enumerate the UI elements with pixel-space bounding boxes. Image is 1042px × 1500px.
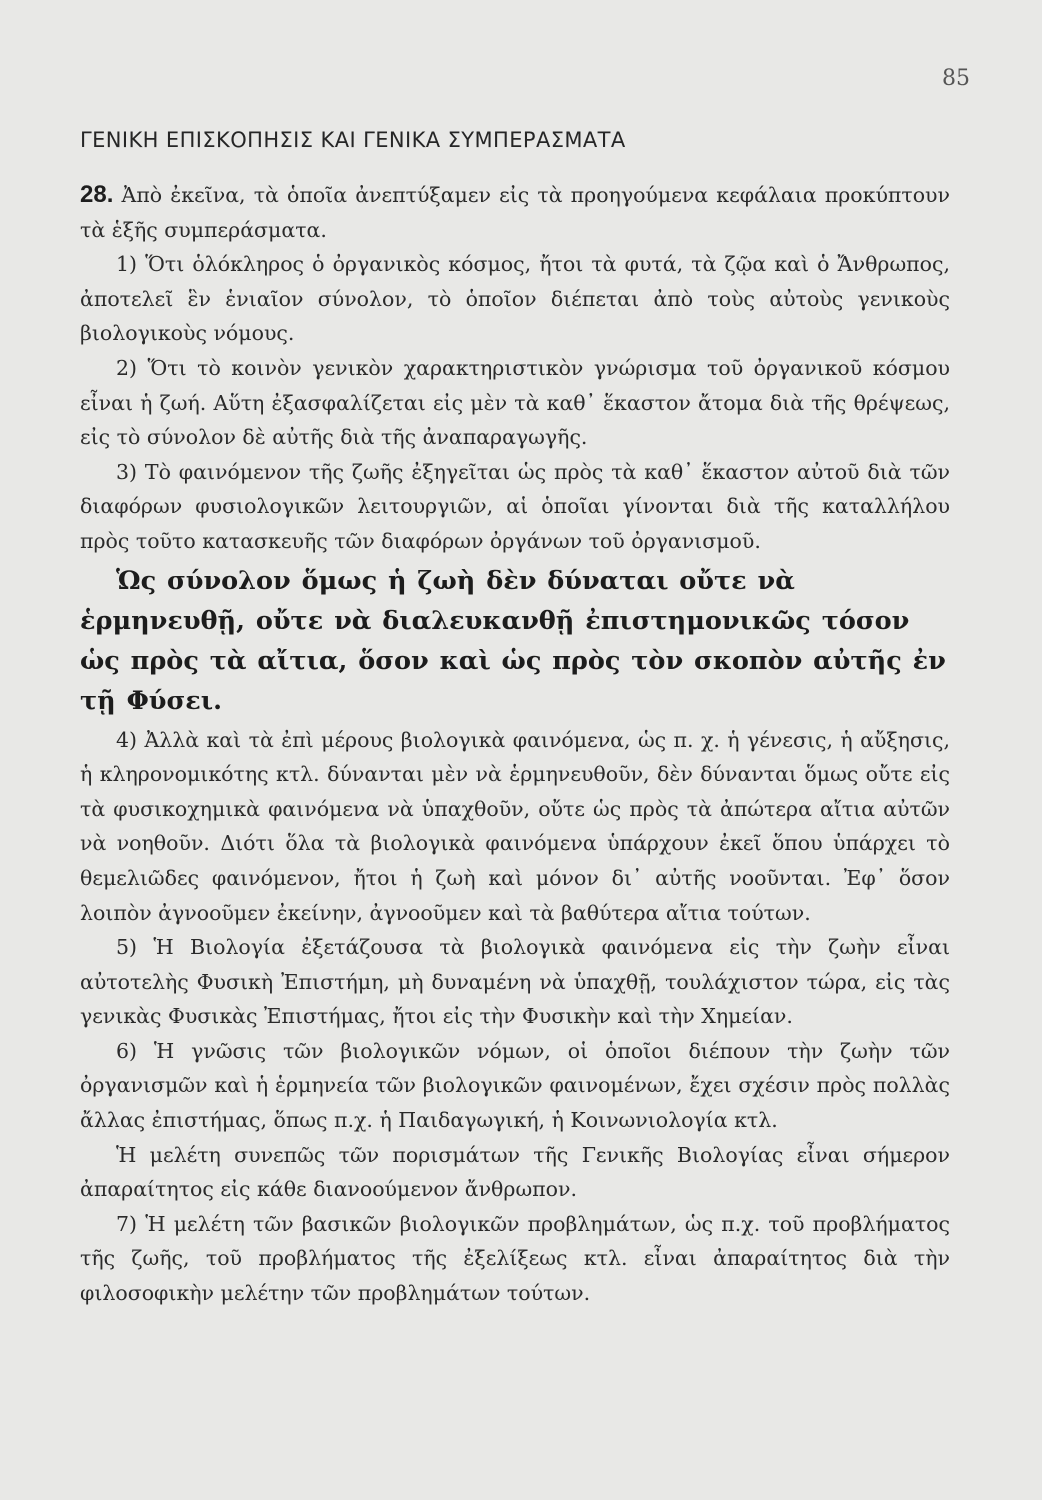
section-number: 28.	[80, 181, 114, 208]
paragraph-6: 6) Ἡ γνῶσις τῶν βιολογικῶν νόμων, οἱ ὁποῖοι διέπουν τὴν ζωὴν τῶν ὀργανισμῶν καὶ ἡ ἑρμηνεία τῶν βιολογικῶν φαινομένων, ἔχει σχέσιν πρὸς πολλὰς ἄλλας ἐπιστήμας, ὅπως π.χ. ἡ Παιδαγωγική, ἡ Κοινωνιολογία κτλ.	[80, 1038, 950, 1133]
body-text	[80, 178, 950, 1311]
page-number: 85	[942, 66, 970, 91]
paragraph-4: 4) Ἀλλὰ καὶ τὰ ἐπὶ μέρους βιολογικὰ φαινόμενα, ὡς π. χ. ἡ γένεσις, ἡ αὔξησις, ἡ κληρονομικότης κτλ. δύνανται μὲν νὰ ἑρμηνευθοῦν, δὲν δύνανται ὅμως οὔτε εἰς τὰ φυσικοχημικὰ φαινόμενα νὰ ὑπαχθοῦν, οὔτε ὡς πρὸς τὰ ἀπώτερα αἴτια αὐτῶν νὰ νοηθοῦν. Διότι ὅλα τὰ βιολογικὰ φαινόμενα ὑπάρχουν ἐκεῖ ὅπου ὑπάρχει τὸ θεμελιῶδες φαινόμενον, ἤτοι ἡ ζωὴ καὶ μόνον δι᾽ αὐτῆς νοοῦνται. Ἐφ᾽ ὅσον λοιπὸν ἀγνοοῦμεν ἐκείνην, ἀγνοοῦμεν καὶ τὰ βαθύτερα αἴτια τούτων.	[80, 727, 950, 925]
paragraph-7: 7) Ἡ μελέτη τῶν βασικῶν βιολογικῶν προβλημάτων, ὡς π.χ. τοῦ προβλήματος τῆς ζωῆς, τοῦ προβλήματος τῆς ἐξελίξεως κτλ. εἶναι ἀπαραίτητος διὰ τὴν φιλοσοφικὴν μελέτην τῶν προβλημάτων τούτων.	[80, 1211, 950, 1306]
paragraph-3: 3) Τὸ φαινόμενον τῆς ζωῆς ἐξηγεῖται ὡς πρὸς τὰ καθ᾽ ἕκαστον αὐτοῦ διὰ τῶν διαφόρων φυσιολογικῶν λειτουργιῶν, αἱ ὁποῖαι γίνονται διὰ τῆς καταλλήλου πρὸς τοῦτο κατασκευῆς τῶν διαφόρων ὀργάνων τοῦ ὀργανισμοῦ.	[80, 459, 950, 553]
chapter-heading: ΓΕΝΙΚΗ ΕΠΙΣΚΟΠΗΣΙΣ ΚΑΙ ΓΕΝΙΚΑ ΣΥΜΠΕΡΑΣΜΑΤΑ	[80, 128, 626, 152]
paragraph-6b: Ἡ μελέτη συνεπῶς τῶν πορισμάτων τῆς Γενικῆς Βιολογίας εἶναι σήμερον ἀπαραίτητος εἰς κάθε διανοούμενον ἄνθρωπον.	[80, 1142, 950, 1202]
paragraph-1: 1) Ὅτι ὁλόκληρος ὁ ὀργανικὸς κόσμος, ἤτοι τὰ φυτά, τὰ ζῷα καὶ ὁ Ἄνθρωπος, ἀποτελεῖ ἓν ἑνιαῖον σύνολον, τὸ ὁποῖον διέπεται ἀπὸ τοὺς αὐτοὺς γενικοὺς βιολογικοὺς νόμους.	[80, 252, 950, 346]
paragraph-2: 2) Ὅτι τὸ κοινὸν γενικὸν χαρακτηριστικὸν γνώρισμα τοῦ ὀργανικοῦ κόσμου εἶναι ἡ ζωή. Αὕτη ἐξασφαλίζεται εἰς μὲν τὰ καθ᾽ ἕκαστον ἄτομα διὰ τῆς θρέψεως, εἰς τὸ σύνολον δὲ αὐτῆς διὰ τῆς ἀναπαραγωγῆς.	[80, 355, 950, 450]
intro-text: Ἀπὸ ἐκεῖνα, τὰ ὁποῖα ἀνεπτύξαμεν εἰς τὰ προηγούμενα κεφάλαια προκύπτουν τὰ ἑξῆς συμπεράσματα.	[80, 183, 950, 242]
paragraph-5: 5) Ἡ Βιολογία ἐξετάζουσα τὰ βιολογικὰ φαινόμενα εἰς τὴν ζωὴν εἶναι αὐτοτελὴς Φυσικὴ Ἐπιστήμη, μὴ δυναμένη νὰ ὑπαχθῇ, τουλάχιστον τώρα, εἰς τὰς γενικὰς Φυσικὰς Ἐπιστήμας, ἤτοι εἰς τὴν Φυσικὴν καὶ τὴν Χημείαν.	[80, 935, 950, 1029]
paragraph-intro	[80, 178, 950, 247]
bold-statement: Ὡς σύνολον ὅμως ἡ ζωὴ δὲν δύναται οὔτε νὰ ἑρμηνευθῇ, οὔτε νὰ διαλευκανθῇ ἐπιστημονικῶς τόσον ὡς πρὸς τὰ αἴτια, ὅσον καὶ ὡς πρὸς τὸν σκοπὸν αὐτῆς ἐν τῇ Φύσει.	[80, 565, 946, 716]
